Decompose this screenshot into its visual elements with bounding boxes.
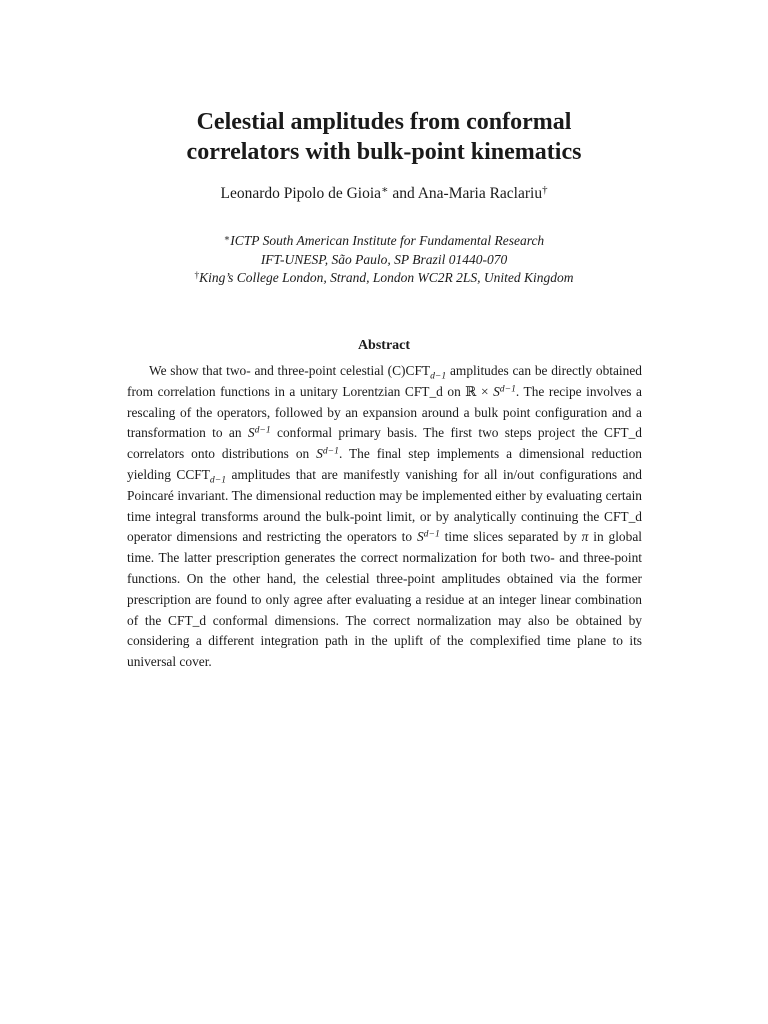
author-name: Leonardo Pipolo de Gioia [220,185,382,202]
author-affiliation-mark: † [542,184,548,197]
affiliation-line: ∗ICTP South American Institute for Fundamental Research [223,233,545,248]
paper-title [0,107,768,167]
author-name: Ana-Maria Raclariu [417,185,543,202]
affiliation-mark: † [194,270,200,281]
author-conjunction: and [388,185,418,202]
affiliation-mark: ∗ [223,233,231,244]
abstract-body: We show that two- and three-point celestial $(C)CFT_{d-1}$ amplitudes can be directly obtained from correlation functions in a unitary Lorentzian CFT_d on ℝ × $S^{d-1}$. The recipe involves a rescaling of the operators, followed by an expansion around a bulk point configuration and a transformation to an $S^{d-1}$ conformal primary basis. The first two steps project the CFT_d correlators onto distributions on $S^{d-1}$. The final step implements a dimensional reduction yielding $CCFT_{d-1}$ amplitudes that are manifestly vanishing for all in/out configurations and Poincaré invariant. The dimensional reduction may be implemented either by evaluating certain time integral transforms around the bulk-point limit, or by analytically continuing the CFT_d operator dimensions and restricting the operators to $S^{d-1}$ time slices separated by π in global time. The latter prescription generates the correct normalization for both two- and three-point functions. On the other hand, the celestial three-point amplitudes obtained via the former prescription are found to only agree after evaluating a residue at an integer linear combination of the CFT_d conformal dimensions. The correct normalization may also be obtained by considering a different integration path in the uplift of the complexified time plane to its universal cover. [127,363,642,670]
abstract-heading: Abstract [357,338,411,353]
title-line-1: Celestial amplitudes from conformal [196,109,572,135]
affiliations [0,232,768,288]
affiliation-line: †King’s College London, Strand, London WC2R 2LS, United Kingdom [194,270,574,285]
author-list [0,184,768,204]
affiliation-line: IFT-UNESP, São Paulo, SP Brazil 01440-070 [260,251,508,267]
title-line-2: correlators with bulk-point kinematics [186,139,582,165]
author-affiliation-mark: ∗ [381,184,389,197]
